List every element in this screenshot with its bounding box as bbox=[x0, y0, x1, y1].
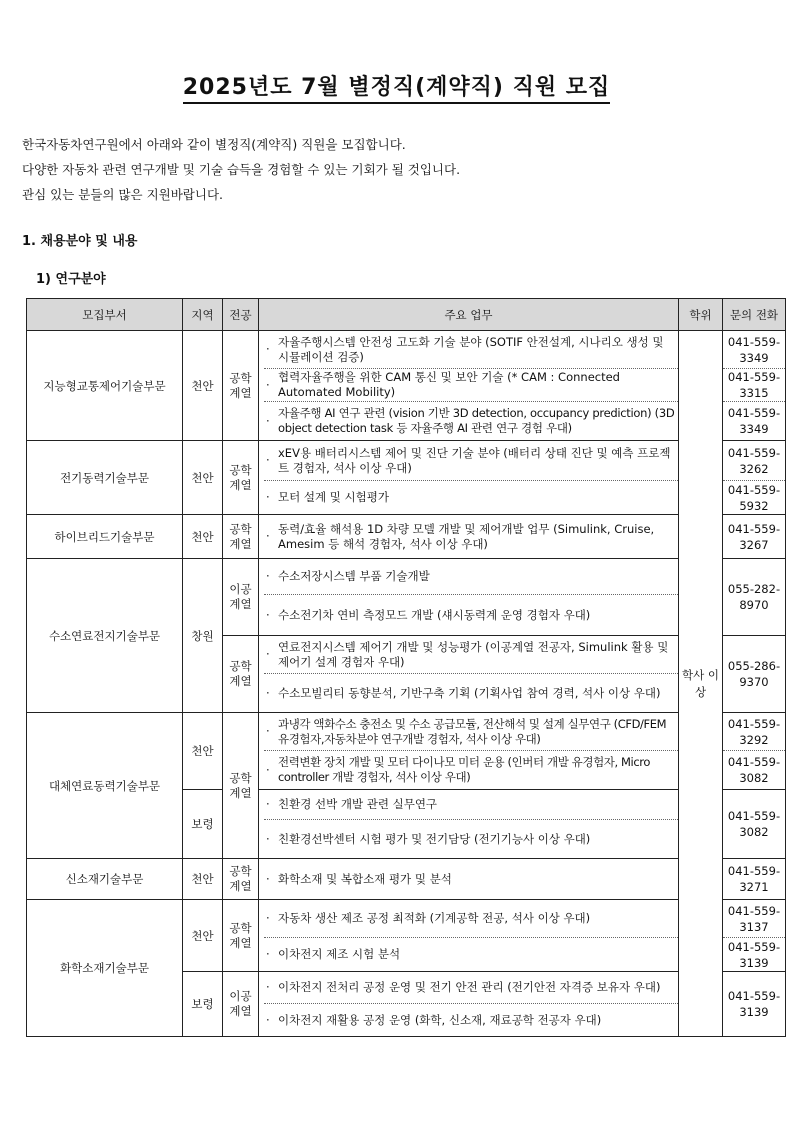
duties-cell bbox=[259, 900, 679, 972]
phone-number: 041-559-3262 bbox=[723, 441, 785, 481]
duties-cell bbox=[259, 636, 679, 713]
page-title-text: 2025년도 7월 별정직(계약직) 직원 모집 bbox=[183, 75, 611, 104]
bullet-icon: · bbox=[266, 569, 270, 583]
duty-item bbox=[264, 1004, 678, 1036]
duty-text: 자율주행시스템 안전성 고도화 기술 분야 (SOTIF 안전설계, 시나리오 생성 및 시뮬레이션 검증) bbox=[278, 334, 664, 364]
phone-cell bbox=[723, 900, 786, 972]
region-cell: 천안 bbox=[183, 331, 223, 441]
phone-number: 041-559-3267 bbox=[727, 521, 781, 552]
region-cell: 천안 bbox=[183, 859, 223, 900]
duty-item bbox=[264, 859, 678, 899]
duty-item bbox=[264, 441, 678, 481]
header-contact: 문의 전화 bbox=[723, 299, 786, 331]
major-cell: 공학 계열 bbox=[223, 515, 259, 559]
intro-line: 다양한 자동차 관련 연구개발 및 기술 습득을 경험할 수 있는 기회가 될 것입니다. bbox=[22, 162, 461, 177]
duties-cell bbox=[259, 441, 679, 515]
phone-cell bbox=[723, 441, 786, 515]
duty-item bbox=[264, 369, 678, 402]
duty-text: 모터 설계 및 시험평가 bbox=[278, 490, 389, 504]
table-row bbox=[27, 515, 786, 559]
major-cell: 공학 계열 bbox=[223, 900, 259, 972]
table-row bbox=[27, 900, 786, 972]
bullet-icon: · bbox=[266, 831, 270, 846]
duty-text: 수소전기차 연비 측정모드 개발 (섀시동력계 운영 경험자 우대) bbox=[278, 607, 591, 622]
duty-text: 친환경 선박 개발 관련 실무연구 bbox=[278, 797, 438, 811]
intro-paragraph bbox=[22, 132, 460, 207]
bullet-icon: · bbox=[266, 607, 270, 622]
degree-cell: 학사 이상 bbox=[679, 331, 723, 1037]
duty-item bbox=[264, 900, 678, 938]
header-region: 지역 bbox=[183, 299, 223, 331]
phone-cell bbox=[723, 331, 786, 441]
phone-number: 041-559-3271 bbox=[727, 864, 781, 894]
duties-cell bbox=[259, 515, 679, 559]
phone-number: 041-559-3139 bbox=[727, 989, 781, 1019]
dept-cell: 수소연료전지기술부문 bbox=[27, 559, 183, 713]
table-row bbox=[27, 713, 786, 790]
bullet-icon: · bbox=[266, 342, 270, 356]
phone-number: 055-282-8970 bbox=[727, 582, 781, 612]
duty-item bbox=[264, 481, 678, 514]
duty-text: 수소저장시스템 부품 기술개발 bbox=[278, 569, 430, 583]
region-cell: 천안 bbox=[183, 515, 223, 559]
bullet-icon: · bbox=[266, 980, 270, 994]
phone-cell bbox=[723, 559, 786, 636]
duty-item bbox=[264, 751, 678, 789]
bullet-icon: · bbox=[266, 685, 270, 700]
duty-text: 동력/효율 해석용 1D 차량 모델 개발 및 제어개발 업무 (Simulink, Cruise, Amesim 등 해석 경험자, 석사 이상 우대) bbox=[278, 521, 655, 551]
duty-item bbox=[264, 515, 678, 558]
phone-number: 055-286-9370 bbox=[727, 659, 781, 689]
subsection-heading-research: 1) 연구분야 bbox=[36, 272, 106, 287]
duties-cell bbox=[259, 790, 679, 859]
duty-text: 화학소재 및 복합소재 평가 및 분석 bbox=[278, 871, 452, 886]
region-cell: 천안 bbox=[183, 900, 223, 972]
duty-item bbox=[264, 938, 678, 971]
bullet-icon: · bbox=[266, 647, 270, 661]
phone-cell bbox=[723, 859, 786, 900]
header-dept: 모집부서 bbox=[27, 299, 183, 331]
dept-cell: 하이브리드기술부문 bbox=[27, 515, 183, 559]
header-degree: 학위 bbox=[679, 299, 723, 331]
dept-cell: 대체연료동력기술부문 bbox=[27, 713, 183, 859]
phone-number: 041-559-3137 bbox=[723, 900, 785, 938]
intro-line: 한국자동차연구원에서 아래와 같이 별정직(계약직) 직원을 모집합니다. bbox=[22, 137, 406, 152]
major-cell: 공학 계열 bbox=[223, 859, 259, 900]
duty-item bbox=[264, 790, 678, 820]
phone-number: 041-559-3349 bbox=[723, 331, 785, 369]
bullet-icon: · bbox=[266, 529, 270, 543]
duty-item bbox=[264, 713, 678, 751]
bullet-icon: · bbox=[266, 1012, 270, 1027]
bullet-icon: · bbox=[266, 871, 270, 886]
bullet-icon: · bbox=[266, 377, 270, 392]
bullet-icon: · bbox=[266, 797, 270, 811]
duty-item bbox=[264, 559, 678, 595]
duties-cell bbox=[259, 331, 679, 441]
duty-text: 자율주행 AI 연구 관련 (vision 기반 3D detection, occupancy prediction) (3D object detection task 등 자율주행 AI 관련 연구 경험 우대) bbox=[278, 406, 675, 435]
duty-text: 연료전지시스템 제어기 개발 및 성능평가 (이공계열 전공자, Simulink 활용 및 제어기 설계 경험자 우대) bbox=[278, 639, 669, 669]
duty-item bbox=[264, 674, 678, 712]
duty-text: 수소모빌리티 동향분석, 기반구축 기획 (기획사업 참여 경력, 석사 이상 우대) bbox=[278, 685, 661, 700]
phone-cell bbox=[723, 713, 786, 790]
duty-text: xEV용 배터리시스템 제어 및 진단 기술 분야 (배터리 상태 진단 및 예측 프로젝트 경험자, 석사 이상 우대) bbox=[278, 445, 671, 475]
duty-text: 자동차 생산 제조 공정 최적화 (기계공학 전공, 석사 이상 우대) bbox=[278, 911, 591, 925]
duty-text: 이차전지 전처리 공정 운영 및 전기 안전 관리 (전기안전 자격증 보유자 우대) bbox=[278, 980, 661, 994]
section-heading-recruitment: 1. 채용분야 및 내용 bbox=[22, 234, 138, 249]
bullet-icon: · bbox=[266, 453, 270, 467]
region-cell: 창원 bbox=[183, 559, 223, 713]
phone-number: 041-559-3315 bbox=[723, 369, 785, 402]
region-cell: 천안 bbox=[183, 713, 223, 790]
bullet-icon: · bbox=[266, 490, 270, 504]
table-row bbox=[27, 859, 786, 900]
page-title bbox=[0, 70, 793, 101]
duty-text: 과냉각 액화수소 충전소 및 수소 공급모듈, 전산해석 및 설계 실무연구 (CFD/FEM 유경험자,자동차분야 연구개발 경험자, 석사 이상 우대) bbox=[278, 716, 667, 746]
duty-text: 친환경선박센터 시험 평가 및 전기담당 (전기기능사 이상 우대) bbox=[278, 831, 591, 846]
header-duties: 주요 업무 bbox=[259, 299, 679, 331]
phone-cell bbox=[723, 515, 786, 559]
bullet-icon: · bbox=[266, 413, 270, 428]
phone-cell bbox=[723, 972, 786, 1037]
table-row bbox=[27, 559, 786, 636]
bullet-icon: · bbox=[266, 762, 270, 777]
major-cell: 공학 계열 bbox=[223, 331, 259, 441]
phone-number: 041-559-3349 bbox=[727, 406, 781, 436]
major-cell: 이공 계열 bbox=[223, 972, 259, 1037]
major-cell: 이공 계열 bbox=[223, 559, 259, 636]
duties-cell bbox=[259, 859, 679, 900]
duties-cell bbox=[259, 972, 679, 1037]
bullet-icon: · bbox=[266, 947, 270, 961]
bullet-icon: · bbox=[266, 911, 270, 925]
bullet-icon: · bbox=[266, 724, 270, 738]
table-header-row bbox=[27, 299, 786, 331]
major-cell: 공학 계열 bbox=[223, 636, 259, 713]
duty-item bbox=[264, 402, 678, 440]
phone-number: 041-559-3082 bbox=[727, 809, 781, 839]
region-cell: 보령 bbox=[183, 972, 223, 1037]
duties-cell bbox=[259, 713, 679, 790]
duty-item bbox=[264, 820, 678, 858]
header-major: 전공 bbox=[223, 299, 259, 331]
phone-number: 041-559-5932 bbox=[727, 482, 781, 513]
intro-line: 관심 있는 분들의 많은 지원바랍니다. bbox=[22, 187, 223, 202]
phone-cell bbox=[723, 790, 786, 859]
phone-number: 041-559-3292 bbox=[723, 713, 785, 751]
duty-text: 협력자율주행을 위한 CAM 통신 및 보안 기술 (* CAM : Connected Automated Mobility) bbox=[278, 370, 620, 399]
duty-text: 이차전지 재활용 공정 운영 (화학, 신소재, 재료공학 전공자 우대) bbox=[278, 1012, 602, 1027]
major-cell: 공학 계열 bbox=[223, 441, 259, 515]
region-cell: 보령 bbox=[183, 790, 223, 859]
table-row bbox=[27, 441, 786, 515]
region-cell: 천안 bbox=[183, 441, 223, 515]
duty-text: 전력변환 장치 개발 및 모터 다이나모 미터 운용 (인버터 개발 유경험자, Micro controller 개발 경험자, 석사 이상 우대) bbox=[278, 755, 650, 784]
dept-cell: 신소재기술부문 bbox=[27, 859, 183, 900]
phone-number: 041-559-3082 bbox=[727, 755, 781, 785]
duty-item bbox=[264, 331, 678, 369]
duty-text: 이차전지 제조 시험 분석 bbox=[278, 947, 401, 961]
major-cell: 공학 계열 bbox=[223, 713, 259, 859]
duty-item bbox=[264, 636, 678, 674]
duties-cell bbox=[259, 559, 679, 636]
duty-item bbox=[264, 972, 678, 1004]
table-row bbox=[27, 331, 786, 441]
phone-cell bbox=[723, 636, 786, 713]
dept-cell: 지능형교통제어기술부문 bbox=[27, 331, 183, 441]
phone-number: 041-559-3139 bbox=[727, 939, 781, 970]
recruitment-table bbox=[26, 298, 786, 1037]
dept-cell: 화학소재기술부문 bbox=[27, 900, 183, 1037]
dept-cell: 전기동력기술부문 bbox=[27, 441, 183, 515]
duty-item bbox=[264, 595, 678, 635]
